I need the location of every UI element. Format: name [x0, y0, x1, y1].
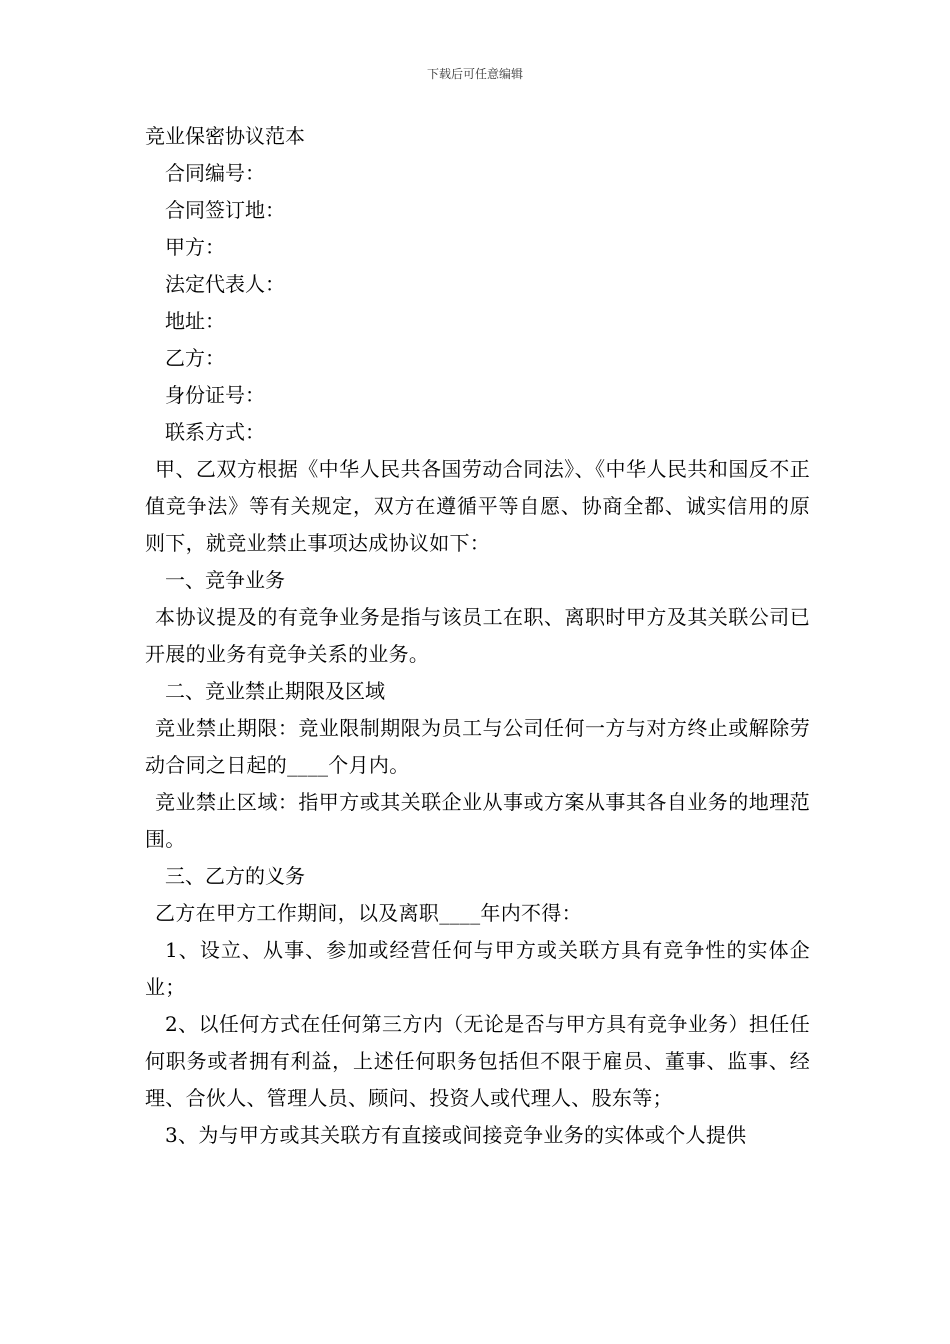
- field-party-a: 甲方：: [165, 235, 225, 259]
- field-signing-place: 合同签订地：: [165, 198, 285, 222]
- field-contract-number: 合同编号：: [165, 161, 265, 185]
- section-1-heading: 一、竞争业务: [165, 568, 285, 592]
- field-legal-representative: 法定代表人：: [165, 272, 285, 296]
- section-2-heading: 二、竞业禁止期限及区域: [165, 679, 385, 703]
- document-body: [145, 118, 810, 1154]
- section-3-heading: 三、乙方的义务: [165, 864, 305, 888]
- section-3-item-3: 3、为与甲方或其关联方有直接或间接竞争业务的实体或个人提供: [165, 1123, 747, 1147]
- intro-paragraph: 甲、乙双方根据《中华人民共各国劳动合同法》、《中华人民共和国反不正值竞争法》等有关规定，双方在遵循平等自愿、协商全都、诚实信用的原则下，就竞业禁止事项达成协议如下：: [145, 457, 810, 555]
- document-title: 竞业保密协议范本: [145, 124, 305, 148]
- section-2-area: 竞业禁止区域：指甲方或其关联企业从事或方案从事其各自业务的地理范围。: [145, 790, 810, 851]
- section-1-body: 本协议提及的有竞争业务是指与该员工在职、离职时甲方及其关联公司已开展的业务有竞争关系的业务。: [145, 605, 810, 666]
- page-header: 下载后可任意编辑: [426, 67, 523, 81]
- field-address: 地址：: [165, 309, 225, 333]
- field-party-b: 乙方：: [165, 346, 225, 370]
- section-3-lead: 乙方在甲方工作期间，以及离职____年内不得：: [155, 901, 582, 925]
- field-contact: 联系方式：: [165, 420, 265, 444]
- section-3-item-1: 1、设立、从事、参加或经营任何与甲方或关联方具有竞争性的实体企业；: [145, 938, 810, 999]
- section-2-period: 竞业禁止期限：竞业限制期限为员工与公司任何一方与对方终止或解除劳动合同之日起的____个月内。: [145, 716, 810, 777]
- field-id-number: 身份证号：: [165, 383, 265, 407]
- section-3-item-2: 2、以任何方式在任何第三方内（无论是否与甲方具有竞争业务）担任任何职务或者拥有利益，上述任何职务包括但不限于雇员、董事、监事、经理、合伙人、管理人员、顾问、投资人或代理人、股东等；: [145, 1012, 810, 1110]
